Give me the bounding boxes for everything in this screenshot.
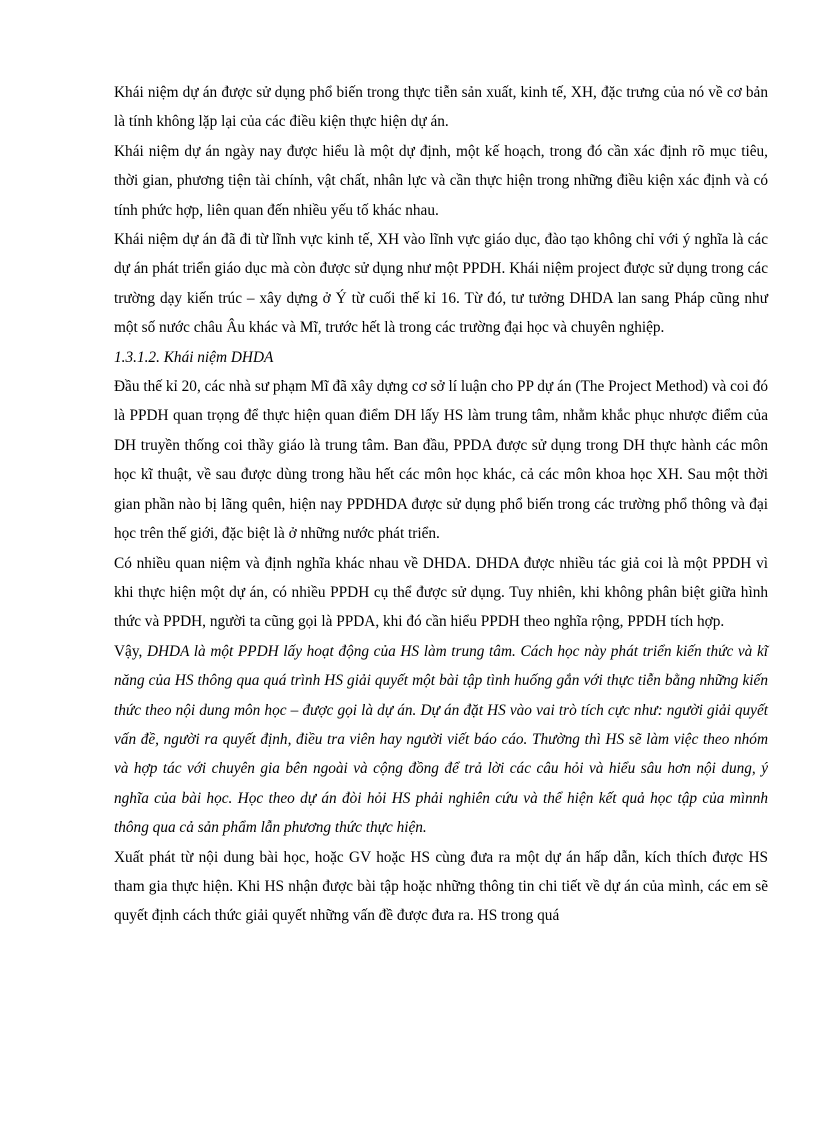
paragraph-lead-text: Vậy, — [114, 642, 147, 660]
paragraph-project-concept-education: Khái niệm dự án đã đi từ lĩnh vực kinh tế, XH vào lĩnh vực giáo dục, đào tạo không chỉ với ý nghĩa là các dự án phát triển giáo dục mà còn được sử dụng như một PPDH. Khái niệm project được sử dụng trong các trường dạy kiến trúc – xây dựng ở Ý từ cuối thế kỉ 16. Từ đó, tư tưởng DHDA lan sang Pháp cũng như một số nước châu Âu khác và Mĩ, trước hết là trong các trường đại học và chuyên nghiệp. — [114, 231, 768, 337]
paragraph-project-concept-general: Khái niệm dự án được sử dụng phổ biến trong thực tiễn sản xuất, kinh tế, XH, đặc trưng của nó về cơ bản là tính không lặp lại của các điều kiện thực hiện dự án. — [114, 84, 768, 131]
paragraph-italic-definition: DHDA là một PPDH lấy hoạt động của HS làm trung tâm. Cách học này phát triển kiến thức và kĩ năng của HS thông qua quá trình HS giải quyết một bài tập tình huống gắn với thực tiễn bằng những kiến thức theo nội dung môn học – được gọi là dự án. Dự án đặt HS vào vai trò tích cực như: người giải quyết vấn đề, người ra quyết định, điều tra viên hay người viết báo cáo. Thường thì HS sẽ làm việc theo nhóm và hợp tác với chuyên gia bên ngoài và cộng đồng để trả lời các câu hỏi và hiểu sâu hơn nội dung, ý nghĩa của bài học. Học theo dự án đòi hỏi HS phải nghiên cứu và thể hiện kết quả học tập của mìnnh thông qua cả sản phẩm lẫn phương thức thực hiện. — [114, 642, 768, 837]
section-heading: 1.3.1.2. Khái niệm DHDA — [114, 348, 274, 366]
document-page — [114, 78, 768, 931]
paragraph-dhda-definition — [114, 637, 768, 843]
paragraph-project-start: Xuất phát từ nội dung bài học, hoặc GV hoặc HS cùng đưa ra một dự án hấp dẫn, kích thích được HS tham gia thực hiện. Khi HS nhận được bài tập hoặc những thông tin chi tiết về dự án của mình, các em sẽ quyết định cách thức giải quyết những vấn đề được đưa ra. HS trong quá — [114, 848, 768, 925]
paragraph-definitions: Có nhiều quan niệm và định nghĩa khác nhau về DHDA. DHDA được nhiều tác giả coi là một PPDH vì khi thực hiện một dự án, có nhiều PPDH cụ thể được sử dụng. Tuy nhiên, khi không phân biệt giữa hình thức và PPDH, người ta cũng gọi là PPDA, khi đó cần hiểu PPDH theo nghĩa rộng, PPDH tích hợp. — [114, 554, 768, 631]
paragraph-project-concept-today: Khái niệm dự án ngày nay được hiểu là một dự định, một kế hoạch, trong đó cần xác định rõ mục tiêu, thời gian, phương tiện tài chính, vật chất, nhân lực và cần thực hiện trong những điều kiện xác định và có tính phức hợp, liên quan đến nhiều yếu tố khác nhau. — [114, 142, 768, 219]
paragraph-project-method-history: Đầu thế kỉ 20, các nhà sư phạm Mĩ đã xây dựng cơ sở lí luận cho PP dự án (The Project Method) và coi đó là PPDH quan trọng để thực hiện quan điểm DH lấy HS làm trung tâm, nhằm khắc phục nhược điểm của DH truyền thống coi thầy giáo là trung tâm. Ban đầu, PPDA được sử dụng trong DH thực hành các môn học kĩ thuật, về sau được dùng trong hầu hết các môn học khác, cả các môn khoa học XH. Sau một thời gian phần nào bị lãng quên, hiện nay PPDHDA được sử dụng phổ biến trong các trường phổ thông và đại học trên thế giới, đặc biệt là ở những nước phát triển. — [114, 378, 768, 543]
